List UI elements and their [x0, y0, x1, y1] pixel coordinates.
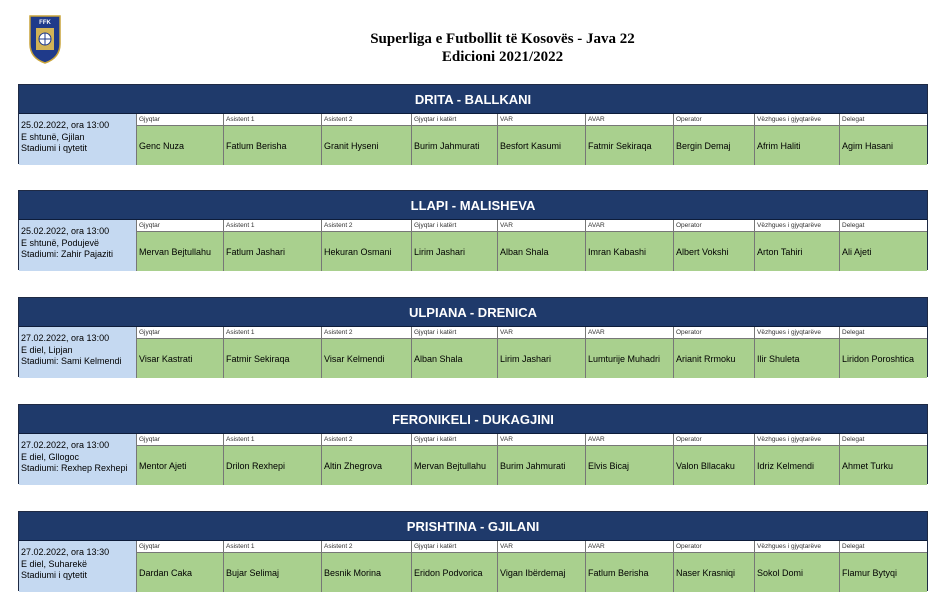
role-label: VAR: [498, 434, 585, 446]
official-name: Alban Shala: [498, 232, 585, 271]
match-place: E shtunë, Gjilan: [21, 131, 85, 142]
role-label: VAR: [498, 220, 585, 232]
official-name: Fatmir Sekiraqa: [224, 339, 321, 378]
official-column: [586, 327, 674, 378]
official-column: [840, 327, 927, 378]
official-name: Idriz Kelmendi: [755, 446, 839, 485]
role-label: Asistent 2: [322, 114, 411, 126]
official-name: Fatmir Sekiraqa: [586, 126, 673, 165]
official-name: Mervan Bejtullahu: [412, 446, 497, 485]
official-column: [586, 114, 674, 165]
role-label: Vëzhgues i gjyqtarëve: [755, 434, 839, 446]
official-column: [224, 327, 322, 378]
role-label: Gjyqtar i katërt: [412, 541, 497, 553]
official-name: Sokol Domi: [755, 553, 839, 592]
match-teams: ULPIANA - DRENICA: [19, 298, 927, 327]
official-name: Drilon Rexhepi: [224, 446, 321, 485]
official-column: [137, 220, 224, 271]
official-column: [674, 220, 755, 271]
role-label: Gjyqtar i katërt: [412, 220, 497, 232]
match-block: [18, 404, 928, 484]
official-column: [586, 220, 674, 271]
role-label: Asistent 2: [322, 327, 411, 339]
match-teams: DRITA - BALLKANI: [19, 85, 927, 114]
role-label: Vëzhgues i gjyqtarëve: [755, 114, 839, 126]
role-label: AVAR: [586, 220, 673, 232]
role-label: Gjyqtar: [137, 220, 223, 232]
match-info: [19, 541, 137, 592]
official-column: [498, 327, 586, 378]
role-label: Operator: [674, 114, 754, 126]
official-column: [840, 114, 927, 165]
role-label: Asistent 2: [322, 434, 411, 446]
role-label: Delegat: [840, 327, 927, 339]
official-column: [586, 541, 674, 592]
role-label: AVAR: [586, 541, 673, 553]
official-name: Lirim Jashari: [498, 339, 585, 378]
official-name: Arton Tahiri: [755, 232, 839, 271]
role-label: Delegat: [840, 220, 927, 232]
role-label: Gjyqtar: [137, 327, 223, 339]
official-column: [137, 434, 224, 485]
match-teams: FERONIKELI - DUKAGJINI: [19, 405, 927, 434]
official-column: [755, 114, 840, 165]
official-column: [224, 434, 322, 485]
official-column: [840, 220, 927, 271]
official-name: Imran Kabashi: [586, 232, 673, 271]
official-name: Ilir Shuleta: [755, 339, 839, 378]
official-column: [674, 541, 755, 592]
match-stadium: Stadiumi: Zahir Pajaziti: [21, 249, 114, 259]
official-name: Fatlum Jashari: [224, 232, 321, 271]
match-stadium: Stadiumi: Sami Kelmendi: [21, 356, 122, 366]
official-name: Vigan Ibërdemaj: [498, 553, 585, 592]
match-stadium: Stadiumi i qytetit: [21, 143, 88, 153]
official-column: [412, 220, 498, 271]
role-label: Asistent 1: [224, 434, 321, 446]
title-line-2: Edicioni 2021/2022: [441, 49, 564, 65]
role-label: Gjyqtar: [137, 541, 223, 553]
official-name: Genc Nuza: [137, 126, 223, 165]
official-name: Lirim Jashari: [412, 232, 497, 271]
official-column: [674, 114, 755, 165]
official-name: Bujar Selimaj: [224, 553, 321, 592]
official-column: [498, 114, 586, 165]
match-place: E diel, Lipjan: [21, 344, 73, 355]
role-label: Gjyqtar: [137, 434, 223, 446]
official-column: [412, 114, 498, 165]
match-date: 25.02.2022, ora 13:00: [21, 120, 110, 130]
official-name: Alban Shala: [412, 339, 497, 378]
official-name: Eridon Podvorica: [412, 553, 497, 592]
official-column: [322, 434, 412, 485]
match-date: 27.02.2022, ora 13:00: [21, 440, 110, 450]
match-block: [18, 297, 928, 377]
svg-text:FFK: FFK: [39, 20, 51, 26]
official-name: Afrim Haliti: [755, 126, 839, 165]
official-column: [224, 114, 322, 165]
official-column: [755, 434, 840, 485]
role-label: Asistent 2: [322, 541, 411, 553]
official-name: Altin Zhegrova: [322, 446, 411, 485]
official-column: [840, 434, 927, 485]
official-name: Agim Hasani: [840, 126, 927, 165]
match-block: [18, 190, 928, 270]
role-label: Delegat: [840, 114, 927, 126]
role-label: Asistent 1: [224, 541, 321, 553]
official-column: [137, 327, 224, 378]
official-column: [322, 327, 412, 378]
official-column: [322, 541, 412, 592]
official-column: [412, 327, 498, 378]
official-column: [322, 114, 412, 165]
official-column: [755, 327, 840, 378]
official-name: Besfort Kasumi: [498, 126, 585, 165]
role-label: Gjyqtar i katërt: [412, 434, 497, 446]
official-name: Visar Kelmendi: [322, 339, 411, 378]
official-column: [674, 327, 755, 378]
official-name: Flamur Bytyqi: [840, 553, 927, 592]
official-column: [412, 434, 498, 485]
official-column: [840, 541, 927, 592]
official-name: Hekuran Osmani: [322, 232, 411, 271]
match-teams: PRISHTINA - GJILANI: [19, 512, 927, 541]
official-name: Mervan Bejtullahu: [137, 232, 223, 271]
official-name: Fatlum Berisha: [224, 126, 321, 165]
match-place: E shtunë, Podujevë: [21, 237, 100, 248]
official-name: Bergin Demaj: [674, 126, 754, 165]
role-label: VAR: [498, 541, 585, 553]
official-column: [755, 220, 840, 271]
role-label: Gjyqtar: [137, 114, 223, 126]
official-column: [755, 541, 840, 592]
role-label: Asistent 1: [224, 220, 321, 232]
official-name: Valon Bllacaku: [674, 446, 754, 485]
match-info: [19, 114, 137, 165]
official-name: Mentor Ajeti: [137, 446, 223, 485]
official-name: Arianit Rrmoku: [674, 339, 754, 378]
official-name: Burim Jahmurati: [498, 446, 585, 485]
match-teams: LLAPI - MALISHEVA: [19, 191, 927, 220]
official-name: Ahmet Turku: [840, 446, 927, 485]
role-label: Delegat: [840, 541, 927, 553]
official-name: Elvis Bicaj: [586, 446, 673, 485]
role-label: Gjyqtar i katërt: [412, 114, 497, 126]
page-title: [0, 30, 945, 66]
official-column: [137, 114, 224, 165]
role-label: AVAR: [586, 114, 673, 126]
match-stadium: Stadiumi i qytetit: [21, 570, 88, 580]
role-label: Operator: [674, 541, 754, 553]
title-line-1: Superliga e Futbollit të Kosovës - Java 22: [370, 31, 635, 47]
official-column: [224, 220, 322, 271]
match-stadium: Stadiumi: Rexhep Rexhepi: [21, 463, 128, 473]
official-column: [498, 541, 586, 592]
official-column: [137, 541, 224, 592]
role-label: Operator: [674, 220, 754, 232]
official-name: Ali Ajeti: [840, 232, 927, 271]
official-name: Naser Krasniqi: [674, 553, 754, 592]
match-block: [18, 84, 928, 164]
official-name: Visar Kastrati: [137, 339, 223, 378]
role-label: Vëzhgues i gjyqtarëve: [755, 327, 839, 339]
official-name: Granit Hyseni: [322, 126, 411, 165]
match-date: 27.02.2022, ora 13:00: [21, 333, 110, 343]
match-block: [18, 511, 928, 591]
match-info: [19, 327, 137, 378]
role-label: AVAR: [586, 327, 673, 339]
match-place: E diel, Suharekë: [21, 558, 88, 569]
role-label: AVAR: [586, 434, 673, 446]
official-name: Fatlum Berisha: [586, 553, 673, 592]
role-label: VAR: [498, 327, 585, 339]
role-label: Delegat: [840, 434, 927, 446]
role-label: Asistent 1: [224, 327, 321, 339]
match-info: [19, 220, 137, 271]
role-label: Vëzhgues i gjyqtarëve: [755, 541, 839, 553]
official-name: Lumturije Muhadri: [586, 339, 673, 378]
official-column: [586, 434, 674, 485]
match-place: E diel, Gllogoc: [21, 451, 80, 462]
official-column: [224, 541, 322, 592]
role-label: Asistent 1: [224, 114, 321, 126]
official-column: [498, 220, 586, 271]
official-name: Liridon Poroshtica: [840, 339, 927, 378]
official-column: [322, 220, 412, 271]
official-name: Besnik Morina: [322, 553, 411, 592]
role-label: Vëzhgues i gjyqtarëve: [755, 220, 839, 232]
official-name: Burim Jahmurati: [412, 126, 497, 165]
role-label: VAR: [498, 114, 585, 126]
official-column: [498, 434, 586, 485]
role-label: Operator: [674, 434, 754, 446]
official-name: Albert Vokshi: [674, 232, 754, 271]
role-label: Operator: [674, 327, 754, 339]
role-label: Asistent 2: [322, 220, 411, 232]
role-label: Gjyqtar i katërt: [412, 327, 497, 339]
official-name: Dardan Caka: [137, 553, 223, 592]
official-column: [674, 434, 755, 485]
match-date: 27.02.2022, ora 13:30: [21, 547, 110, 557]
match-date: 25.02.2022, ora 13:00: [21, 226, 110, 236]
match-info: [19, 434, 137, 485]
official-column: [412, 541, 498, 592]
